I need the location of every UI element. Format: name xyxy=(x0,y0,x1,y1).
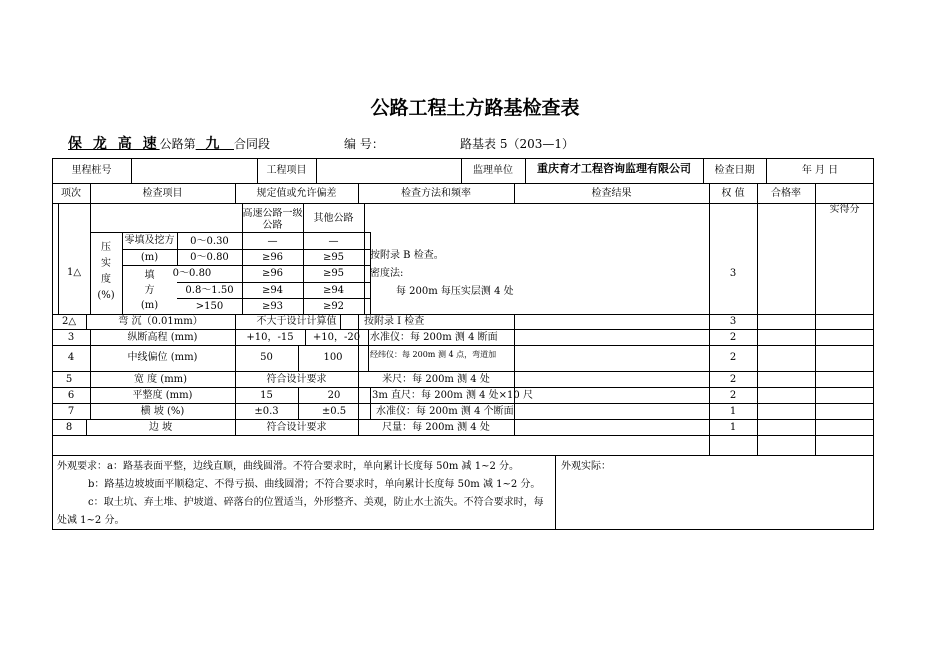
date-label: 检查日期 xyxy=(714,165,755,176)
item-spec: 符合设计要求 xyxy=(266,374,327,385)
compaction-weight: 3 xyxy=(729,268,737,279)
subcol-other: 其他公路 xyxy=(313,213,354,224)
item-weight: 2 xyxy=(729,332,737,343)
appearance-req-b: b：路基边坡坡面平顺稳定、不得亏损、曲线圆滑；不符合要求时，单向累计长度每 50m 减 1~2 分。 xyxy=(88,479,541,490)
item-hw: 15 xyxy=(260,390,273,401)
item-weight: 3 xyxy=(729,316,737,327)
range-cell: 0～0.80 xyxy=(190,252,229,263)
item-method: 尺量：每 200m 测 4 处 xyxy=(382,422,490,433)
number-label: 编 号： xyxy=(344,137,384,151)
compaction-method-1: 按附录 B 检查。 xyxy=(370,250,444,261)
item-method: 按附录 I 检查 xyxy=(364,316,425,327)
item-method: 米尺：每 200m 测 4 处 xyxy=(382,374,490,385)
col-spec: 规定值或允许偏差 xyxy=(256,188,337,199)
item-other: 100 xyxy=(323,352,343,363)
other-cell: ≥94 xyxy=(322,285,345,296)
zero-fill-label: 零填及挖方 xyxy=(124,235,175,246)
compaction-no: 1△ xyxy=(66,267,82,278)
range-cell: 0～0.80 xyxy=(172,268,212,279)
hw-cell: — xyxy=(267,236,278,247)
col-pass-rate: 合格率 xyxy=(771,188,801,199)
appearance-actual-label: 外观实际： xyxy=(561,461,611,472)
item-no: 6 xyxy=(67,390,75,401)
fill-label: 填 方 (m) xyxy=(140,270,159,311)
range-cell: >150 xyxy=(195,301,224,312)
item-no: 4 xyxy=(67,352,75,363)
appearance-req-c-cont: 处减 1~2 分。 xyxy=(57,515,125,526)
supervisor-name: 重庆育才工程咨询监理有限公司 xyxy=(537,162,691,175)
form-code: 路基表 5（203—1） xyxy=(460,137,574,151)
item-method: 3m 直尺：每 200m 测 4 处×10 尺 xyxy=(372,390,533,401)
item-other: 20 xyxy=(327,390,341,401)
item-name: 弯 沉（0.01mm） xyxy=(118,316,203,327)
col-result: 检查结果 xyxy=(591,188,632,199)
item-hw: +10，-15 xyxy=(246,332,294,343)
item-name: 平整度 (mm) xyxy=(132,390,193,401)
item-name: 纵断高程 (mm) xyxy=(127,332,198,343)
item-weight: 2 xyxy=(729,352,737,363)
item-no: 8 xyxy=(65,422,73,433)
zero-fill-unit: (m) xyxy=(140,252,159,263)
item-other: +10，-20 xyxy=(312,332,361,343)
item-weight: 1 xyxy=(729,406,737,417)
subcol-highway: 高速公路一级公路 xyxy=(242,208,303,230)
road-label: 公路第 xyxy=(159,137,196,151)
item-method: 水准仪：每 200m 测 4 断面 xyxy=(370,332,498,343)
appearance-req-a: 外观要求：a：路基表面平整，边线直顺，曲线圆滑。不符合要求时，单向累计长度每 50m 减 1~2 分。 xyxy=(57,461,519,472)
supervisor-label: 监理单位 xyxy=(473,165,513,176)
item-weight: 1 xyxy=(729,422,737,433)
item-method: 经纬仪：每 200m 测 4 点，弯道加 xyxy=(370,350,497,359)
item-no: 7 xyxy=(67,406,75,417)
stake-label: 里程桩号 xyxy=(71,165,112,176)
item-spec: 符合设计要求 xyxy=(266,422,327,433)
hw-cell: ≥94 xyxy=(261,285,284,296)
date-value: 年 月 日 xyxy=(801,165,839,176)
item-no: 2△ xyxy=(61,316,77,327)
hw-cell: ≥93 xyxy=(261,301,284,312)
item-other: ±0.5 xyxy=(321,406,347,417)
col-method: 检查方法和频率 xyxy=(401,188,471,199)
item-name: 宽 度 (mm) xyxy=(133,374,188,385)
item-no: 3 xyxy=(67,332,75,343)
compaction-label: 压 实 度 (%) xyxy=(97,242,115,301)
hw-cell: ≥96 xyxy=(261,252,284,263)
project-label: 工程项目 xyxy=(266,165,307,176)
inspection-table xyxy=(52,158,874,530)
section-number: 九 xyxy=(205,136,220,152)
range-cell: 0.8～1.50 xyxy=(185,285,234,296)
item-weight: 2 xyxy=(729,390,737,401)
item-hw: 50 xyxy=(260,352,273,363)
item-weight: 2 xyxy=(729,374,737,385)
appearance-req-c: c：取土坑、弃土堆、护坡道、碎落台的位置适当，外形整齐、美观，防止水土流失。不符合要求时，每 xyxy=(88,497,544,508)
item-name: 边 坡 xyxy=(148,422,173,433)
page-title: 公路工程土方路基检查表 xyxy=(370,97,580,119)
other-cell: ≥92 xyxy=(322,301,345,312)
compaction-method-3: 每 200m 每压实层测 4 处 xyxy=(396,286,514,297)
item-name: 横 坡 (%) xyxy=(140,406,185,417)
hw-cell: ≥96 xyxy=(261,268,284,279)
compaction-method-2: 密度法: xyxy=(370,268,404,279)
other-cell: ≥95 xyxy=(322,252,345,263)
item-hw: ±0.3 xyxy=(254,406,279,417)
col-item: 检查项目 xyxy=(142,188,183,199)
highway-name: 保 龙 高 速 xyxy=(68,136,160,152)
item-no: 5 xyxy=(65,374,73,385)
item-method: 水准仪：每 200m 测 4 个断面 xyxy=(376,406,514,417)
col-weight: 权 值 xyxy=(721,188,745,199)
other-cell: ≥95 xyxy=(322,268,345,279)
range-cell: 0～0.30 xyxy=(190,236,229,247)
item-spec: 不大于设计计算值 xyxy=(256,316,337,327)
col-no: 项次 xyxy=(61,188,81,199)
contract-label: 合同段 xyxy=(234,137,271,151)
header-contract xyxy=(68,133,270,153)
item-name: 中线偏位 (mm) xyxy=(127,352,198,363)
other-cell: — xyxy=(328,236,339,247)
col-score: 实得分 xyxy=(829,204,860,215)
